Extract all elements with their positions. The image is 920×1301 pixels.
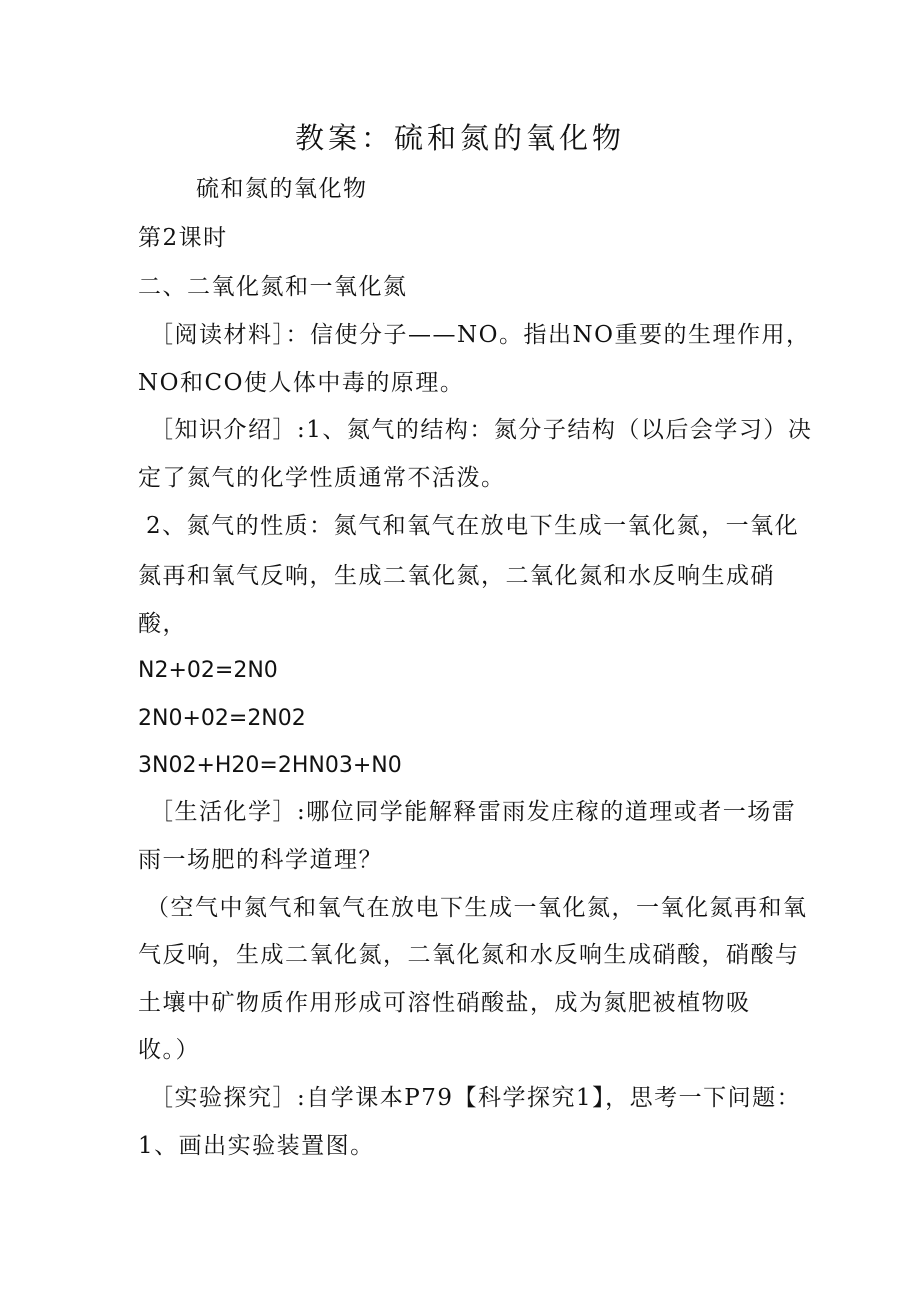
equation-1: N2+02=2N0 (138, 658, 278, 683)
experiment-line-1: ［实验探究］:自学课本P79【科学探究1】，思考一下问题： (150, 1085, 802, 1111)
knowledge-line-5: 酸， (138, 611, 187, 637)
document-title: 教案：硫和氮的氧化物 (294, 121, 625, 155)
lesson-number: 第2课时 (138, 225, 228, 251)
answer-line-3: 土壤中矿物质作用形成可溶性硝酸盐，成为氮肥被植物吸 (138, 990, 751, 1016)
subtitle: 硫和氮的氧化物 (196, 176, 368, 202)
life-chemistry-line-1: ［生活化学］:哪位同学能解释雷雨发庄稼的道理或者一场雷 (150, 799, 797, 825)
knowledge-line-3: 2、氮气的性质：氮气和氧气在放电下生成一氧化氮，一氧化 (146, 513, 800, 539)
knowledge-line-2: 定了氮气的化学性质通常不活泼。 (138, 465, 506, 491)
answer-line-2: 气反响，生成二氧化氮，二氧化氮和水反响生成硝酸，硝酸与 (138, 942, 800, 968)
life-chemistry-line-2: 雨一场肥的科学道理？ (138, 847, 383, 873)
knowledge-line-4: 氮再和氧气反响，生成二氧化氮，二氧化氮和水反响生成硝 (138, 563, 775, 589)
equation-2: 2N0+02=2N02 (138, 706, 306, 731)
answer-line-4: 收。） (138, 1037, 200, 1063)
section-heading: 二、二氧化氮和一氧化氮 (138, 274, 408, 300)
equation-3: 3N02+H20=2HN03+N0 (138, 753, 402, 778)
answer-line-1: （空气中氮气和氧气在放电下生成一氧化氮，一氧化氮再和氧 (146, 895, 808, 921)
experiment-line-2: 1、画出实验装置图。 (138, 1133, 375, 1159)
reading-material-line-1: ［阅读材料］：信使分子——NO。指出NO重要的生理作用， (150, 322, 811, 348)
reading-material-line-2: NO和CO使人体中毒的原理。 (138, 370, 465, 396)
knowledge-line-1: ［知识介绍］:1、氮气的结构：氮分子结构（以后会学习）决 (150, 417, 813, 443)
